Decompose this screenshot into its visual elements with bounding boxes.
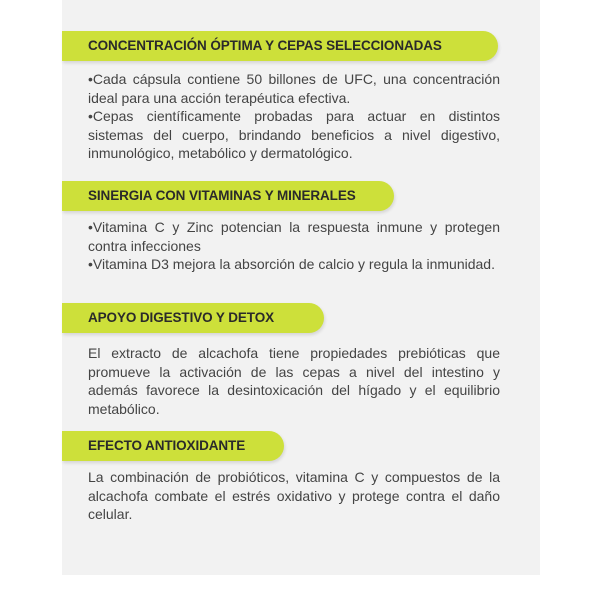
- section-heading: CONCENTRACIÓN ÓPTIMA Y CEPAS SELECCIONADAS: [88, 38, 442, 53]
- body-paragraph: La combinación de probióticos, vitamina C y compuestos de la alcachofa combate el estrés oxidativo y protege contra el daño celular.: [88, 469, 500, 522]
- bullet-paragraph: •Vitamina C y Zinc potencian la respuesta inmune y protegen contra infecciones: [88, 219, 500, 254]
- section-heading: EFECTO ANTIOXIDANTE: [88, 438, 246, 453]
- section-heading-bar: [62, 303, 324, 333]
- body-paragraph: El extracto de alcachofa tiene propiedades prebióticas que promueve la activación de las cepas a nivel del intestino y además favorece la desintoxicación del hígado y el equilibrio metabólico.: [88, 345, 500, 417]
- section-heading-bar: [62, 31, 498, 61]
- bullet-paragraph: •Cada cápsula contiene 50 billones de UFC, una concentración ideal para una acción terapéutica efectiva.: [88, 71, 500, 106]
- section-heading-bar: [62, 181, 394, 211]
- section-body: [88, 70, 500, 163]
- section-heading: SINERGIA CON VITAMINAS Y MINERALES: [88, 188, 356, 203]
- bullet-paragraph: •Vitamina D3 mejora la absorción de calcio y regula la inmunidad.: [88, 256, 495, 272]
- section-body: [88, 218, 500, 274]
- section-body: [88, 344, 500, 418]
- section-body: [88, 468, 500, 524]
- bullet-paragraph: •Cepas científicamente probadas para actuar en distintos sistemas del cuerpo, brindando beneficios a nivel digestivo, inmunológico, metabólico y dermatológico.: [88, 108, 500, 161]
- section-heading-bar: [62, 431, 284, 461]
- section-heading: APOYO DIGESTIVO Y DETOX: [88, 310, 275, 325]
